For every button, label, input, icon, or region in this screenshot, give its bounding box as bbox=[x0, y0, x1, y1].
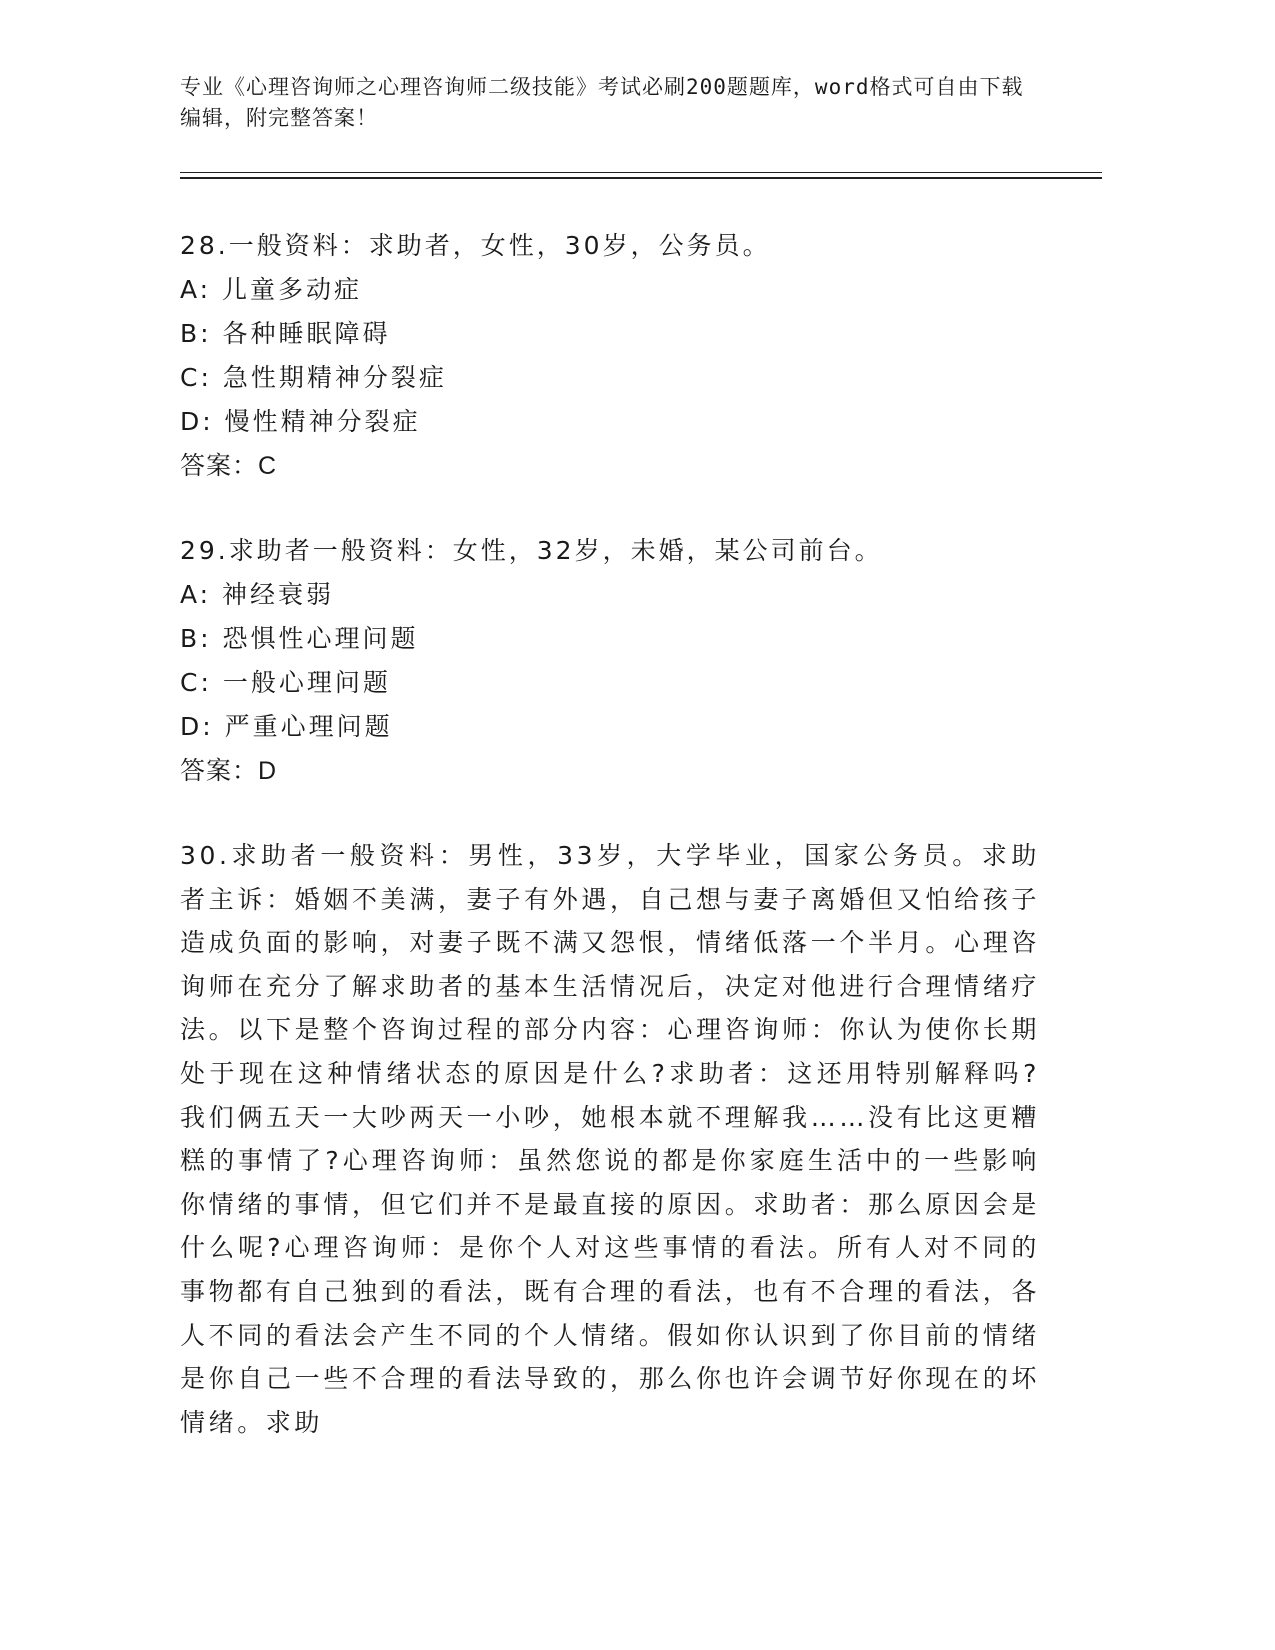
option-d: D: 严重心理问题 bbox=[180, 712, 393, 741]
option-a: A: 神经衰弱 bbox=[180, 580, 335, 609]
option-b: B: 各种睡眠障碍 bbox=[180, 319, 391, 348]
question-30 bbox=[180, 834, 1040, 1444]
answer-label: 答案：D bbox=[180, 757, 278, 785]
question-stem: 28.一般资料：求助者，女性，30岁，公务员。 bbox=[180, 231, 771, 260]
header-divider-thick bbox=[180, 177, 1102, 179]
header-divider-thin bbox=[180, 172, 1102, 173]
question-stem: 30.求助者一般资料：男性，33岁，大学毕业，国家公务员。求助者主诉：婚姻不美满，妻子有外遇，自己想与妻子离婚但又怕给孩子造成负面的影响，对妻子既不满又怨恨，情绪低落一个半月。心理咨询师在充分了解求助者的基本生活情况后，决定对他进行合理情绪疗法。以下是整个咨询过程的部分内容：心理咨询师：你认为使你长期处于现在这种情绪状态的原因是什么?求助者：这还用特别解释吗?我们俩五天一大吵两天一小吵，她根本就不理解我……没有比这更糟糕的事情了?心理咨询师：虽然您说的都是你家庭生活中的一些影响你情绪的事情，但它们并不是最直接的原因。求助者：那么原因会是什么呢?心理咨询师：是你个人对这些事情的看法。所有人对不同的事物都有自己独到的看法，既有合理的看法，也有不合理的看法，各人不同的看法会产生不同的个人情绪。假如你认识到了你目前的情绪是你自己一些不合理的看法导致的，那么你也许会调节好你现在的坏情绪。求助 bbox=[180, 841, 1040, 1437]
question-stem: 29.求助者一般资料：女性，32岁，未婚，某公司前台。 bbox=[180, 536, 883, 565]
header-title: 专业《心理咨询师之心理咨询师二级技能》考试必刷200题题库，word格式可自由下载编辑，附完整答案！ bbox=[180, 75, 1024, 130]
option-b: B: 恐惧性心理问题 bbox=[180, 624, 419, 653]
option-c: C: 急性期精神分裂症 bbox=[180, 363, 447, 392]
document-header bbox=[180, 72, 1040, 134]
option-a: A: 儿童多动症 bbox=[180, 275, 363, 304]
question-29 bbox=[180, 529, 1040, 793]
question-28 bbox=[180, 224, 1040, 488]
option-d: D: 慢性精神分裂症 bbox=[180, 407, 421, 436]
answer-label: 答案：C bbox=[180, 452, 278, 480]
option-c: C: 一般心理问题 bbox=[180, 668, 391, 697]
